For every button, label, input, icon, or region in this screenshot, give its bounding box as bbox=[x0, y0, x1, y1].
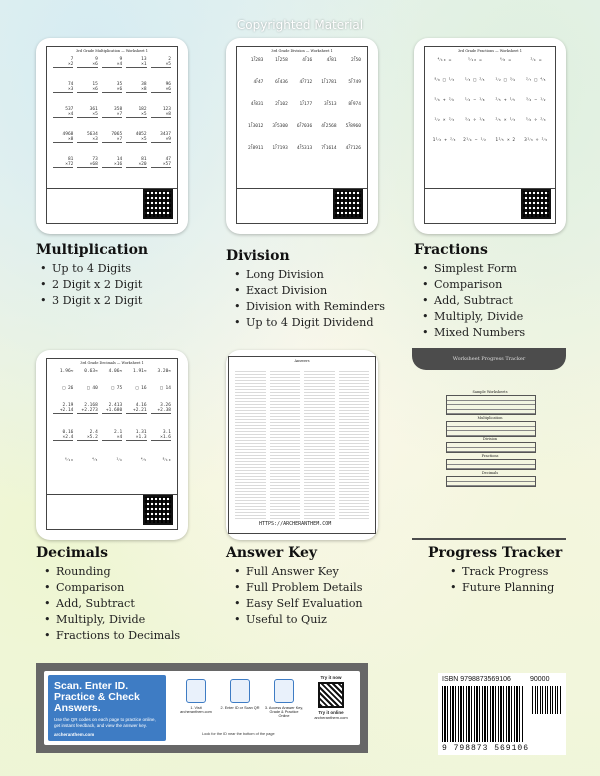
worksheet-title: 3rd Grade Multiplication — Worksheet 1 bbox=[75, 49, 149, 53]
feature-item: • Long Division bbox=[246, 267, 385, 283]
problem-grid: ⁴⁄₁₀ = ⁵⁄₁₀ = ⁶⁄₈ = ²⁄₄ = ⁸⁄₉ □ ¹⁄₃ ¹⁄₃ □ ²⁄₅ ¹⁄₂ □ ³⁄₄ ²⁄₇ □ ⁴⁄₅ ⁵⁄₆ + ²⁄₆ ¹⁄₄ − ¹⁄₈ ²⁄₅ + ¹⁄₅ ³⁄₄ − ¹⁄₂ ¹⁄₂ × ²⁄₃ ³⁄₄ ÷ ¹⁄₈ ²⁄₅ × ¹⁄₃ ⁵⁄₆ ÷ ²⁄₃ 1¹⁄₂ + ²⁄₃ 2¹⁄₄ − ¹⁄₂ 1²⁄₅ × 2 3¹⁄₃ ÷ ²⁄₃ bbox=[432, 58, 548, 143]
section-title-decimals: Decimals bbox=[36, 545, 108, 561]
promo-banner-inner bbox=[44, 671, 360, 745]
division-sheet-card bbox=[226, 38, 378, 234]
worksheet-title: 3rd Grade Division — Worksheet 1 bbox=[271, 49, 333, 53]
try-site: archeranthem.com bbox=[314, 715, 348, 720]
answers-url: HTTPS://ARCHERANTHEM.COM bbox=[259, 521, 332, 527]
tracker-table bbox=[446, 476, 536, 487]
decimals-sheet-card bbox=[36, 350, 188, 540]
feature-item: • Add, Subtract bbox=[434, 293, 525, 309]
feature-item: • Up to 4 Digits bbox=[52, 261, 142, 277]
feature-item: • Useful to Quiz bbox=[246, 612, 363, 628]
step-label: 2. Enter ID or Scan QR bbox=[220, 706, 260, 710]
website-icon bbox=[186, 679, 206, 703]
feature-list-multiplication bbox=[36, 261, 142, 309]
barcode-addon-bars bbox=[532, 686, 562, 714]
tracker-table-title: Sample Worksheets bbox=[472, 390, 508, 394]
feature-item: • Up to 4 Digit Dividend bbox=[246, 315, 385, 331]
id-card-icon bbox=[230, 679, 250, 703]
feature-item: • Future Planning bbox=[462, 580, 554, 596]
promo-subtext: Use the QR codes on each page to practice online, get instant feedback, and view the answer key. bbox=[54, 717, 156, 728]
tracker-table-title: Fractions bbox=[481, 454, 499, 458]
isbn-label: ISBN 9798873569106 bbox=[442, 676, 511, 683]
feature-item: • Comparison bbox=[434, 277, 525, 293]
promo-banner bbox=[36, 663, 368, 753]
problem-grid: 1⟌283 1⟌258 4⟌16 4⟌81 2⟌50 4⟌47 6⟌436 4⟌712 1⟌1781 5⟌749 4⟌831 2⟌102 1⟌177 3⟌513 8⟌974 1⟌3012 3⟌5300 6⟌7036 4⟌2568 5⟌8960 2⟌8911 1⟌7193 4⟌5313 7⟌1614 4⟌7126 bbox=[248, 58, 361, 151]
step-label: 1. Visit archeranthem.com bbox=[180, 706, 212, 714]
qr-code-icon bbox=[143, 189, 173, 219]
feature-item: • 3 Digit x 2 Digit bbox=[52, 293, 142, 309]
worksheet-footer bbox=[47, 188, 177, 223]
feature-item: • Rounding bbox=[56, 564, 180, 580]
feature-item: • Comparison bbox=[56, 580, 180, 596]
barcode-bars bbox=[442, 686, 524, 742]
answers-sheet-card bbox=[226, 350, 378, 540]
tracker-table-title: Division bbox=[482, 437, 498, 441]
tracker-table-title: Multiplication bbox=[477, 416, 503, 420]
tracker-table bbox=[446, 442, 536, 453]
step-enter-id bbox=[220, 679, 260, 710]
multiplication-worksheet bbox=[46, 46, 178, 224]
barcode-addon: 90000 bbox=[530, 676, 550, 683]
feature-item: • Multiply, Divide bbox=[434, 309, 525, 325]
feature-item: • Full Answer Key bbox=[246, 564, 363, 580]
tracker-table bbox=[446, 459, 536, 470]
fractions-sheet-card bbox=[414, 38, 566, 234]
worksheet-footer bbox=[425, 188, 555, 223]
feature-item: • Fractions to Decimals bbox=[56, 628, 180, 644]
promo-headline-box bbox=[48, 675, 166, 741]
answers-sheet bbox=[228, 356, 376, 534]
problem-grid: 1.96≈ 0.63≈ 4.06≈ 1.91≈ 3.20≈ □ 26 □ 40 □ 75 □ 16 □ 14 2.19 +2.14 2.168 +2.273 2.413 +1.680 4.16 +2.21 3.26 +2.38 0.16 ×2.4 2.4 ×5.2 2.1 ×4 1.31 ×1.3 3.1 ×1.6 ⁶⁄₁₀ ⁴⁄₅ ¹⁄₄ ⁴⁄₅ ⁸⁄₁₀ bbox=[47, 365, 177, 467]
feature-item: • Track Progress bbox=[462, 564, 554, 580]
section-title-progress-tracker: Progress Tracker bbox=[428, 545, 563, 561]
section-title-division: Division bbox=[226, 248, 290, 264]
worksheet-title: 3rd Grade Fractions — Worksheet 1 bbox=[458, 49, 522, 53]
qr-code-icon bbox=[143, 495, 173, 525]
promo-hint: Look for the ID near the bottom of the page bbox=[202, 732, 275, 736]
try-bottom-label: Try it online bbox=[318, 710, 344, 715]
qr-code-icon bbox=[333, 189, 363, 219]
step-access bbox=[264, 679, 304, 718]
watermark: Copyrighted Material bbox=[236, 18, 364, 32]
barcode-number: 9 798873 569106 bbox=[442, 744, 530, 753]
tracker-table bbox=[446, 421, 536, 437]
feature-list-division bbox=[230, 267, 385, 331]
tracker-bottom-rule bbox=[412, 538, 566, 540]
feature-item: • Easy Self Evaluation bbox=[246, 596, 363, 612]
answer-columns bbox=[229, 363, 375, 529]
multiplication-sheet-card bbox=[36, 38, 188, 234]
step-label: 3. Access Answer Key, Grade & Practice Online bbox=[264, 706, 304, 718]
feature-item: • Mixed Numbers bbox=[434, 325, 525, 341]
qr-code-icon bbox=[521, 189, 551, 219]
tracker-table-title: Decimals bbox=[481, 471, 499, 475]
feature-item: • Add, Subtract bbox=[56, 596, 180, 612]
feature-list-progress-tracker bbox=[446, 564, 554, 596]
answers-title: Answers bbox=[294, 359, 310, 363]
feature-list-fractions bbox=[418, 261, 525, 341]
section-title-multiplication: Multiplication bbox=[36, 242, 149, 258]
feature-item: • Division with Reminders bbox=[246, 299, 385, 315]
problem-grid: 7 ×2 9 ×6 9 ×4 13 ×1 2 ×5 74 ×3 15 ×6 35 ×6 38 ×8 96 ×6 537 ×4 361 ×5 358 ×7 182 ×5 123 ×8 4968 ×8 5634 ×3 7065 ×7 4052 ×5 3437 ×9 81 ×72 73 ×68 14 ×16 81 ×20 47 ×57 bbox=[47, 53, 177, 176]
checklist-icon bbox=[274, 679, 294, 703]
feature-item: • 2 Digit x 2 Digit bbox=[52, 277, 142, 293]
worksheet-footer bbox=[237, 188, 367, 223]
step-visit bbox=[176, 679, 216, 714]
feature-list-answer-key bbox=[230, 564, 363, 628]
feature-item: • Full Problem Details bbox=[246, 580, 363, 596]
fractions-worksheet bbox=[424, 46, 556, 224]
try-top-label: Try it now bbox=[320, 675, 342, 680]
qr-code-icon bbox=[318, 682, 344, 708]
tracker-table bbox=[446, 395, 536, 415]
section-title-answer-key: Answer Key bbox=[226, 545, 318, 561]
division-worksheet bbox=[236, 46, 368, 224]
worksheet-title: 3rd Grade Decimals — Worksheet 1 bbox=[80, 361, 144, 365]
try-online-box bbox=[308, 675, 354, 720]
worksheet-footer bbox=[47, 494, 177, 529]
feature-item: • Simplest Form bbox=[434, 261, 525, 277]
isbn-barcode bbox=[438, 673, 566, 755]
feature-list-decimals bbox=[40, 564, 180, 644]
feature-item: • Exact Division bbox=[246, 283, 385, 299]
section-title-fractions: Fractions bbox=[414, 242, 488, 258]
tracker-header: Worksheet Progress Tracker bbox=[412, 348, 566, 370]
decimals-worksheet bbox=[46, 358, 178, 530]
feature-item: • Multiply, Divide bbox=[56, 612, 180, 628]
promo-url: archeranthem.com bbox=[54, 732, 95, 737]
promo-headline: Scan. Enter ID. Practice & Check Answers. bbox=[54, 680, 140, 714]
